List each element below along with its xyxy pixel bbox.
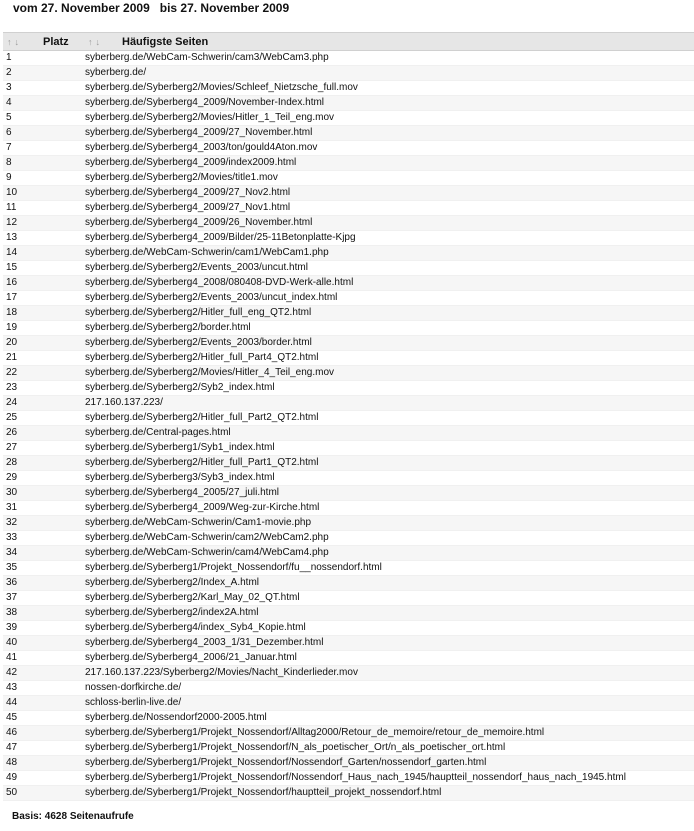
column-header-platz[interactable]: [3, 33, 82, 51]
rank-cell: 44: [3, 696, 82, 711]
table-row: [3, 321, 694, 336]
page-url-cell: syberberg.de/Syberberg2/Movies/title1.mov: [82, 171, 694, 186]
rank-cell: 18: [3, 306, 82, 321]
top-pages-table: [3, 32, 694, 801]
table-row: [3, 516, 694, 531]
table-row: [3, 51, 694, 66]
page-url-cell: syberberg.de/Syberberg4_2009/27_November.html: [82, 126, 694, 141]
rank-cell: 21: [3, 351, 82, 366]
page-url-cell: syberberg.de/Syberberg1/Projekt_Nossendorf/N_als_poetischer_Ort/n_als_poetischer_ort.html: [82, 741, 694, 756]
rank-cell: 35: [3, 561, 82, 576]
table-row: [3, 411, 694, 426]
rank-cell: 13: [3, 231, 82, 246]
page-url-cell: syberberg.de/Syberberg2/Events_2003/uncut_index.html: [82, 291, 694, 306]
rank-cell: 9: [3, 171, 82, 186]
page-url-cell: syberberg.de/Syberberg4_2009/index2009.html: [82, 156, 694, 171]
table-row: [3, 261, 694, 276]
rank-cell: 32: [3, 516, 82, 531]
rank-cell: 17: [3, 291, 82, 306]
rank-cell: 1: [3, 51, 82, 66]
page-url-cell: syberberg.de/WebCam-Schwerin/cam4/WebCam4.php: [82, 546, 694, 561]
table-row: [3, 666, 694, 681]
table-row: [3, 651, 694, 666]
page-url-cell: syberberg.de/Syberberg4_2006/21_Januar.html: [82, 651, 694, 666]
column-header-haeufigste-seiten-label: Häufigste Seiten: [122, 35, 209, 48]
page-url-cell: syberberg.de/Syberberg4_2009/26_November.html: [82, 216, 694, 231]
table-row: [3, 726, 694, 741]
page-url-cell: syberberg.de/Syberberg2/Index_A.html: [82, 576, 694, 591]
page-url-cell: syberberg.de/Syberberg4_2008/080408-DVD-Werk-alle.html: [82, 276, 694, 291]
table-row: [3, 381, 694, 396]
rank-cell: 30: [3, 486, 82, 501]
table-row: [3, 561, 694, 576]
rank-cell: 4: [3, 96, 82, 111]
page-url-cell: syberberg.de/Syberberg2/Karl_May_02_QT.html: [82, 591, 694, 606]
rank-cell: 41: [3, 651, 82, 666]
sort-arrows-icon[interactable]: ↑↓: [88, 36, 103, 47]
page-url-cell: syberberg.de/Syberberg4_2009/27_Nov1.html: [82, 201, 694, 216]
page-url-cell: syberberg.de/WebCam-Schwerin/Cam1-movie.php: [82, 516, 694, 531]
basis-footer: Basis: 4628 Seitenaufrufe: [12, 811, 134, 822]
page-url-cell: syberberg.de/Syberberg2/Events_2003/uncut.html: [82, 261, 694, 276]
table-row: [3, 546, 694, 561]
page-url-cell: syberberg.de/Syberberg4_2009/Weg-zur-Kirche.html: [82, 501, 694, 516]
page-url-cell: syberberg.de/Nossendorf2000-2005.html: [82, 711, 694, 726]
page-url-cell: syberberg.de/Syberberg2/Movies/Hitler_1_Teil_eng.mov: [82, 111, 694, 126]
page-url-cell: syberberg.de/Syberberg2/Hitler_full_eng_QT2.html: [82, 306, 694, 321]
rank-cell: 36: [3, 576, 82, 591]
rank-cell: 50: [3, 786, 82, 801]
rank-cell: 43: [3, 681, 82, 696]
table-row: [3, 156, 694, 171]
page-url-cell: schloss-berlin-live.de/: [82, 696, 694, 711]
table-row: [3, 306, 694, 321]
rank-cell: 15: [3, 261, 82, 276]
table-row: [3, 126, 694, 141]
page-url-cell: syberberg.de/Syberberg1/Projekt_Nossendorf/Nossendorf_Haus_nach_1945/hauptteil_nossendorf_haus_nach_1945.html: [82, 771, 694, 786]
rank-cell: 46: [3, 726, 82, 741]
page-url-cell: syberberg.de/Syberberg1/Projekt_Nossendorf/hauptteil_projekt_nossendorf.html: [82, 786, 694, 801]
page-url-cell: syberberg.de/Syberberg2/Hitler_full_Part2_QT2.html: [82, 411, 694, 426]
table-row: [3, 426, 694, 441]
column-header-haeufigste-seiten[interactable]: [82, 33, 694, 51]
table-row: [3, 711, 694, 726]
rank-cell: 10: [3, 186, 82, 201]
rank-cell: 40: [3, 636, 82, 651]
rank-cell: 5: [3, 111, 82, 126]
page-url-cell: syberberg.de/Syberberg4_2003/ton/gould4Aton.mov: [82, 141, 694, 156]
page-url-cell: syberberg.de/Syberberg1/Syb1_index.html: [82, 441, 694, 456]
sort-arrows-icon[interactable]: ↑↓: [7, 36, 22, 47]
table-row: [3, 441, 694, 456]
rank-cell: 26: [3, 426, 82, 441]
rank-cell: 38: [3, 606, 82, 621]
table-row: [3, 486, 694, 501]
page-url-cell: 217.160.137.223/: [82, 396, 694, 411]
page-url-cell: syberberg.de/Syberberg2/Hitler_full_Part4_QT2.html: [82, 351, 694, 366]
rank-cell: 8: [3, 156, 82, 171]
table-row: [3, 606, 694, 621]
page-url-cell: nossen-dorfkirche.de/: [82, 681, 694, 696]
rank-cell: 22: [3, 366, 82, 381]
table-row: [3, 336, 694, 351]
rank-cell: 31: [3, 501, 82, 516]
table-row: [3, 471, 694, 486]
page-url-cell: syberberg.de/Syberberg4/index_Syb4_Kopie.html: [82, 621, 694, 636]
date-range-title: vom 27. November 2009 bis 27. November 2009: [13, 1, 290, 15]
page-url-cell: syberberg.de/Syberberg2/Movies/Hitler_4_Teil_eng.mov: [82, 366, 694, 381]
rank-cell: 49: [3, 771, 82, 786]
page-url-cell: syberberg.de/Syberberg2/index2A.html: [82, 606, 694, 621]
table-row: [3, 276, 694, 291]
table-row: [3, 186, 694, 201]
rank-cell: 20: [3, 336, 82, 351]
rank-cell: 39: [3, 621, 82, 636]
table-row: [3, 621, 694, 636]
page-url-cell: syberberg.de/Syberberg2/border.html: [82, 321, 694, 336]
rank-cell: 11: [3, 201, 82, 216]
rank-cell: 47: [3, 741, 82, 756]
table-row: [3, 696, 694, 711]
page-url-cell: 217.160.137.223/Syberberg2/Movies/Nacht_Kinderlieder.mov: [82, 666, 694, 681]
page-url-cell: syberberg.de/Syberberg1/Projekt_Nossendorf/fu__nossendorf.html: [82, 561, 694, 576]
table-row: [3, 66, 694, 81]
table-row: [3, 81, 694, 96]
page-url-cell: syberberg.de/Syberberg4_2009/November-Index.html: [82, 96, 694, 111]
table-row: [3, 576, 694, 591]
page-url-cell: syberberg.de/Syberberg2/Hitler_full_Part1_QT2.html: [82, 456, 694, 471]
page-url-cell: syberberg.de/WebCam-Schwerin/cam1/WebCam1.php: [82, 246, 694, 261]
rank-cell: 29: [3, 471, 82, 486]
rank-cell: 7: [3, 141, 82, 156]
rank-cell: 28: [3, 456, 82, 471]
rank-cell: 24: [3, 396, 82, 411]
rank-cell: 19: [3, 321, 82, 336]
table-row: [3, 141, 694, 156]
rank-cell: 12: [3, 216, 82, 231]
rank-cell: 48: [3, 756, 82, 771]
rank-cell: 6: [3, 126, 82, 141]
table-row: [3, 111, 694, 126]
page-url-cell: syberberg.de/WebCam-Schwerin/cam3/WebCam3.php: [82, 51, 694, 66]
page-url-cell: syberberg.de/WebCam-Schwerin/cam2/WebCam2.php: [82, 531, 694, 546]
table-row: [3, 531, 694, 546]
page-url-cell: syberberg.de/Syberberg1/Projekt_Nossendorf/Nossendorf_Garten/nossendorf_garten.html: [82, 756, 694, 771]
table-row: [3, 636, 694, 651]
table-row: [3, 396, 694, 411]
table-header-row: [3, 33, 694, 51]
page-url-cell: syberberg.de/Syberberg3/Syb3_index.html: [82, 471, 694, 486]
rank-cell: 45: [3, 711, 82, 726]
table-row: [3, 171, 694, 186]
rank-cell: 3: [3, 81, 82, 96]
rank-cell: 2: [3, 66, 82, 81]
table-row: [3, 201, 694, 216]
page-url-cell: syberberg.de/: [82, 66, 694, 81]
rank-cell: 33: [3, 531, 82, 546]
rank-cell: 14: [3, 246, 82, 261]
page-url-cell: syberberg.de/Syberberg2/Movies/Schleef_Nietzsche_full.mov: [82, 81, 694, 96]
rank-cell: 27: [3, 441, 82, 456]
page-url-cell: syberberg.de/Syberberg2/Syb2_index.html: [82, 381, 694, 396]
page-url-cell: syberberg.de/Syberberg4_2005/27_juli.html: [82, 486, 694, 501]
rank-cell: 34: [3, 546, 82, 561]
page-url-cell: syberberg.de/Syberberg1/Projekt_Nossendorf/Alltag2000/Retour_de_memoire/retour_de_memoire.html: [82, 726, 694, 741]
table-row: [3, 351, 694, 366]
rank-cell: 37: [3, 591, 82, 606]
page-url-cell: syberberg.de/Syberberg4_2009/27_Nov2.html: [82, 186, 694, 201]
column-header-platz-label: Platz: [43, 35, 69, 48]
top-pages-table-container: [3, 32, 694, 801]
rank-cell: 42: [3, 666, 82, 681]
table-row: [3, 246, 694, 261]
table-row: [3, 96, 694, 111]
table-row: [3, 231, 694, 246]
table-row: [3, 216, 694, 231]
rank-cell: 25: [3, 411, 82, 426]
page-url-cell: syberberg.de/Central-pages.html: [82, 426, 694, 441]
page-url-cell: syberberg.de/Syberberg2/Events_2003/border.html: [82, 336, 694, 351]
table-row: [3, 456, 694, 471]
rank-cell: 23: [3, 381, 82, 396]
table-row: [3, 591, 694, 606]
table-row: [3, 756, 694, 771]
table-row: [3, 786, 694, 801]
table-row: [3, 366, 694, 381]
page-url-cell: syberberg.de/Syberberg4_2003_1/31_Dezember.html: [82, 636, 694, 651]
rank-cell: 16: [3, 276, 82, 291]
table-row: [3, 771, 694, 786]
table-body: [3, 51, 694, 801]
table-row: [3, 501, 694, 516]
table-row: [3, 681, 694, 696]
table-row: [3, 741, 694, 756]
page-url-cell: syberberg.de/Syberberg4_2009/Bilder/25-11Betonplatte-Kjpg: [82, 231, 694, 246]
table-row: [3, 291, 694, 306]
